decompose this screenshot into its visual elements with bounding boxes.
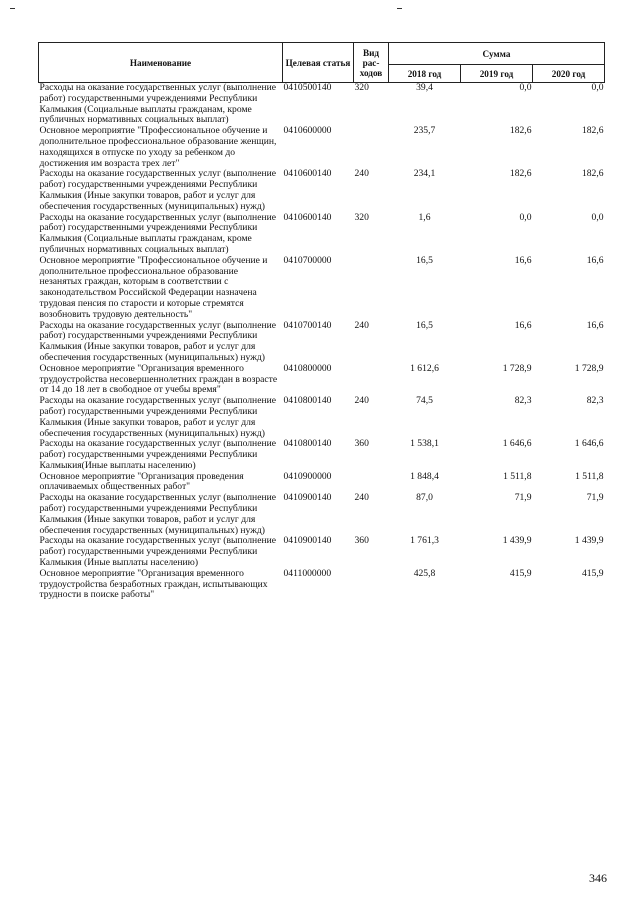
table-row [39, 169, 605, 212]
row-name: Основное мероприятие "Организация временного трудоустройства несовершеннолетних граждан в возрасте от 14 до 18 лет в свободное от учебы время" [39, 362, 278, 396]
row-expense-kind: 360 [354, 438, 369, 450]
row-sum-2019: 0,0 [519, 82, 532, 93]
table-row [39, 364, 605, 396]
row-sum-2020: 16,6 [586, 319, 604, 331]
row-sum-2020: 0,0 [591, 211, 604, 223]
row-sum-2019: 1 728,9 [502, 362, 532, 374]
row-sum-2018: 1 761,3 [410, 535, 439, 547]
row-expense-kind: 240 [354, 492, 369, 504]
row-sum-2018: 1 848,4 [410, 470, 439, 482]
row-target-article: 0410900000 [283, 470, 332, 482]
row-expense-kind: 320 [354, 211, 369, 223]
row-target-article: 0410900140 [283, 492, 332, 504]
row-target-article: 0411000000 [283, 567, 332, 579]
row-name: Основное мероприятие "Организация временного трудоустройства безработных граждан, испытывающих трудности в поиске работы" [39, 567, 268, 601]
header-sum: Сумма [389, 43, 605, 65]
row-sum-2019: 1 646,6 [502, 438, 532, 450]
row-sum-2019: 1 511,8 [503, 470, 532, 482]
header-target-article: Целевая статья [283, 43, 354, 83]
table-row [39, 536, 605, 568]
row-sum-2020: 82,3 [586, 395, 604, 407]
header-year-2019: 2019 год [461, 65, 533, 83]
row-sum-2020: 415,9 [581, 567, 604, 579]
row-sum-2018: 87,0 [416, 492, 433, 504]
row-sum-2018: 425,8 [413, 567, 436, 579]
row-target-article: 0410800140 [283, 395, 332, 407]
table-row [39, 126, 605, 169]
row-target-article: 0410500140 [283, 82, 332, 93]
table-body [39, 83, 605, 602]
row-sum-2019: 71,9 [514, 492, 532, 504]
row-expense-kind: 360 [354, 535, 369, 547]
header-expense-kind: Вид рас-ходов [354, 43, 389, 83]
row-sum-2019: 0,0 [519, 211, 532, 223]
table-row [39, 569, 605, 601]
row-sum-2018: 16,5 [416, 254, 433, 266]
row-sum-2019: 182,6 [509, 168, 532, 180]
row-target-article: 0410800140 [283, 438, 332, 450]
row-sum-2019: 16,6 [514, 319, 532, 331]
table-row [39, 321, 605, 364]
row-sum-2020: 1 439,9 [574, 535, 604, 547]
row-name: Расходы на оказание государственных услуг (выполнение работ) государственными учреждениями Республики Калмыкия (Иные закупки товаров, работ и услуг для обеспечения государственных (муниципальных) нужд) [39, 492, 276, 536]
row-expense-kind: 320 [354, 82, 369, 93]
table-header [39, 43, 605, 83]
row-name: Расходы на оказание государственных услуг (выполнение работ) государственными учреждениями Республики Калмыкия (Иные закупки товаров, работ и услуг для обеспечения государственных (муниципальных) нужд) [39, 319, 276, 363]
row-expense-kind [354, 569, 389, 601]
row-name: Расходы на оказание государственных услуг (выполнение работ) государственными учреждениями Республики Калмыкия (Иные закупки товаров, работ и услуг для обеспечения государственных (муниципальных) нужд) [39, 168, 276, 212]
row-sum-2018: 39,4 [416, 82, 433, 93]
row-sum-2018: 234,1 [413, 168, 436, 180]
table-row [39, 213, 605, 256]
row-sum-2020: 0,0 [591, 82, 604, 93]
page-number: 346 [589, 871, 607, 885]
row-target-article: 0410800000 [283, 362, 332, 374]
row-sum-2020: 182,6 [581, 125, 604, 137]
budget-table [38, 42, 605, 601]
row-expense-kind [354, 126, 389, 169]
row-sum-2019: 1 439,9 [502, 535, 532, 547]
row-name: Основное мероприятие "Организация проведения оплачиваемых общественных работ" [39, 470, 244, 493]
header-year-2020: 2020 год [533, 65, 605, 83]
row-sum-2018: 74,5 [416, 395, 433, 407]
header-name: Наименование [39, 43, 283, 83]
row-target-article: 0410600140 [283, 168, 332, 180]
row-sum-2019: 415,9 [509, 567, 532, 579]
row-sum-2018: 1 538,1 [410, 438, 439, 450]
row-target-article: 0410900140 [283, 535, 332, 547]
row-name: Расходы на оказание государственных услуг (выполнение работ) государственными учреждениями Республики Калмыкия (Иные выплаты населению) [39, 535, 276, 569]
row-sum-2020: 16,6 [586, 254, 604, 266]
row-sum-2020: 1 646,6 [574, 438, 604, 450]
row-expense-kind: 240 [354, 168, 369, 180]
row-sum-2019: 16,6 [514, 254, 532, 266]
row-expense-kind: 240 [354, 395, 369, 407]
row-sum-2020: 1 728,9 [574, 362, 604, 374]
row-expense-kind: 240 [354, 319, 369, 331]
table-row [39, 83, 605, 127]
row-sum-2020: 182,6 [581, 168, 604, 180]
table-row [39, 472, 605, 494]
row-name: Расходы на оказание государственных услуг (выполнение работ) государственными учреждениями Республики Калмыкия (Иные закупки товаров, работ и услуг для обеспечения государственных (муниципальных) нужд) [39, 395, 276, 439]
row-target-article: 0410700140 [283, 319, 332, 331]
table-row [39, 256, 605, 321]
row-expense-kind [354, 256, 389, 321]
row-sum-2018: 1,6 [418, 211, 431, 223]
row-target-article: 0410600140 [283, 211, 332, 223]
row-sum-2020: 1 511,8 [575, 470, 604, 482]
row-target-article: 0410600000 [283, 125, 332, 137]
row-sum-2018: 1 612,6 [410, 362, 439, 374]
table-row [39, 493, 605, 536]
row-name: Основное мероприятие "Профессиональное обучение и дополнительное профессиональное образование женщин, находящихся в отпуске по уходу за ребенком до достижения им возраста трех лет" [39, 125, 277, 169]
scan-mark-center [397, 8, 402, 9]
row-expense-kind [354, 364, 389, 396]
row-sum-2018: 16,5 [416, 319, 433, 331]
scan-mark-left [10, 8, 15, 9]
row-sum-2019: 182,6 [509, 125, 532, 137]
row-sum-2018: 235,7 [413, 125, 436, 137]
table-row [39, 396, 605, 439]
row-target-article: 0410700000 [283, 254, 332, 266]
row-expense-kind [354, 472, 389, 494]
row-name: Расходы на оказание государственных услуг (выполнение работ) государственными учреждениями Республики Калмыкия(Иные выплаты населению) [39, 438, 276, 471]
row-sum-2020: 71,9 [586, 492, 604, 504]
table-row [39, 439, 605, 471]
header-year-2018: 2018 год [389, 65, 461, 83]
row-name: Основное мероприятие "Профессиональное обучение и дополнительное профессиональное образование незанятых граждан, которым в соответствии с законодательством Российской Федерации назначена трудовая пенсия по старости и которые стремятся возобновить трудовую деятельность" [39, 254, 268, 320]
row-name: Расходы на оказание государственных услуг (выполнение работ) государственными учреждениями Республики Калмыкия (Социальные выплаты гражданам, кроме публичных нормативных социальных выплат) [39, 82, 276, 126]
row-name: Расходы на оказание государственных услуг (выполнение работ) государственными учреждениями Республики Калмыкия (Социальные выплаты гражданам, кроме публичных нормативных социальных выплат) [39, 211, 276, 255]
row-sum-2019: 82,3 [514, 395, 532, 407]
